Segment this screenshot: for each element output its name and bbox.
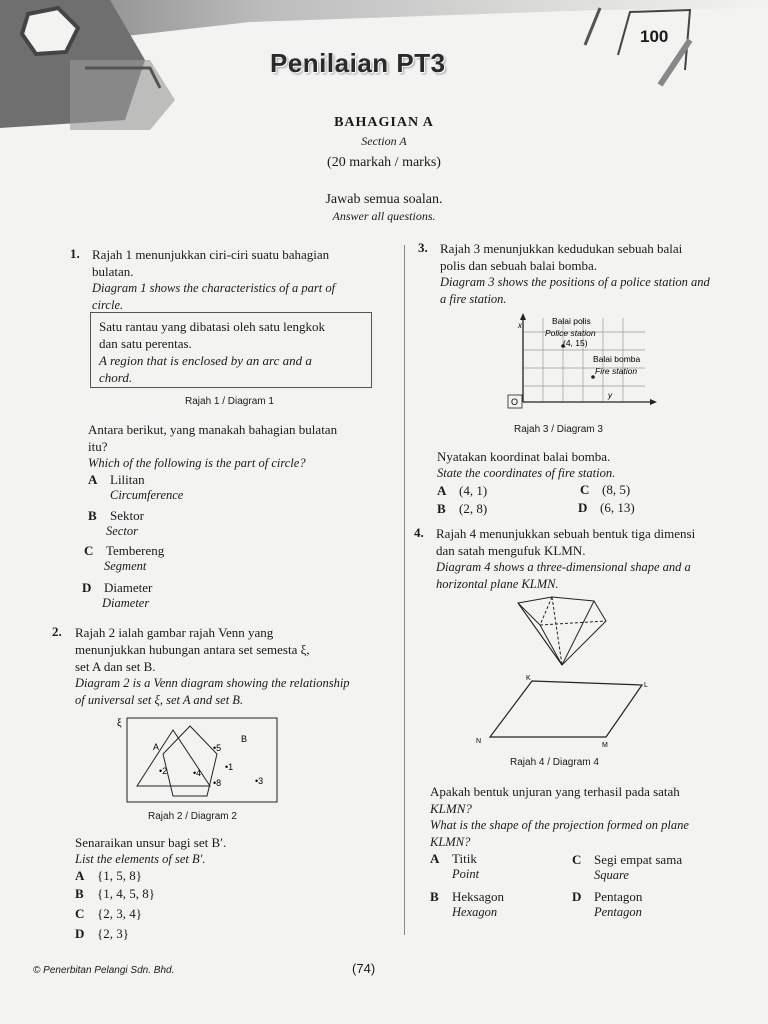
q3-option-b[interactable]: B (2, 8) bbox=[437, 501, 488, 516]
q3-option-d[interactable]: D (6, 13) bbox=[578, 500, 635, 515]
venn-label-a: A bbox=[153, 742, 160, 752]
q1-caption: Rajah 1 / Diagram 1 bbox=[185, 396, 274, 407]
q2-stem bbox=[75, 624, 375, 709]
q1-box-en2: chord. bbox=[99, 370, 133, 385]
q4-option-d[interactable]: D Pentagon Pentagon bbox=[572, 889, 643, 919]
q1-en1: Diagram 1 shows the characteristics of a part of bbox=[92, 281, 336, 295]
q2-option-b[interactable]: B {1, 4, 5, 8} bbox=[75, 886, 155, 901]
q3-ask-ms: Nyatakan koordinat balai bomba. bbox=[437, 449, 611, 464]
q3-question bbox=[437, 448, 737, 482]
publisher-credit: © Penerbitan Pelangi Sdn. Bhd. bbox=[33, 965, 175, 976]
q2-en1: Diagram 2 is a Venn diagram showing the relationship bbox=[75, 676, 350, 690]
q3-caption: Rajah 3 / Diagram 3 bbox=[514, 424, 603, 435]
venn-label-b: B bbox=[241, 734, 248, 744]
q2-line1: Rajah 2 ialah gambar rajah Venn yang bbox=[75, 625, 274, 640]
section-name-en: Section A bbox=[361, 134, 407, 148]
q4-option-a[interactable]: A Titik Point bbox=[430, 851, 480, 881]
q4-en2: horizontal plane KLMN. bbox=[436, 577, 559, 591]
q4-ask-en2: KLMN? bbox=[430, 835, 471, 849]
q1-number: 1. bbox=[70, 246, 80, 261]
q4-option-b[interactable]: B Heksagon Hexagon bbox=[430, 889, 504, 919]
page-badge: 100 bbox=[640, 27, 669, 46]
fire-label-en: Fire station bbox=[595, 366, 638, 376]
plane-n: N bbox=[476, 738, 482, 745]
fire-label-ms: Balai bomba bbox=[593, 354, 641, 364]
q1-definition-box bbox=[90, 312, 372, 388]
venn-xi: ξ bbox=[117, 718, 122, 729]
page-number: (74) bbox=[352, 961, 376, 976]
q4-stem bbox=[436, 525, 746, 593]
plane-k: K bbox=[526, 675, 531, 682]
q3-stem bbox=[440, 240, 750, 308]
venn-e2: •2 bbox=[159, 766, 168, 776]
q1-line1: Rajah 1 menunjukkan ciri-ciri suatu bahagian bbox=[92, 247, 330, 262]
q2-option-c[interactable]: C {2, 3, 4} bbox=[75, 906, 142, 921]
page-title: Penilaian PT3 bbox=[270, 48, 446, 78]
q1-ask-ms1: Antara berikut, yang manakah bahagian bulatan bbox=[88, 422, 338, 437]
venn-e1: •1 bbox=[225, 762, 234, 772]
police-label-en: Police station bbox=[545, 328, 596, 338]
q3-option-c[interactable]: C (8, 5) bbox=[580, 482, 631, 497]
pyramid-and-plane bbox=[470, 595, 660, 755]
q4-caption: Rajah 4 / Diagram 4 bbox=[510, 757, 599, 768]
q4-ask-ms2: KLMN? bbox=[430, 801, 472, 816]
q4-line2: dan satah mengufuk KLMN. bbox=[436, 543, 586, 558]
coordinate-grid bbox=[505, 310, 665, 415]
q2-ask-ms: Senaraikan unsur bagi set B′. bbox=[75, 835, 227, 850]
q3-ask-en: State the coordinates of fire station. bbox=[437, 466, 616, 480]
q2-question bbox=[75, 834, 375, 868]
q3-en2: a fire station. bbox=[440, 292, 507, 306]
q1-line2: bulatan. bbox=[92, 264, 134, 279]
q2-line3: set A dan set B. bbox=[75, 659, 156, 674]
q4-question bbox=[430, 783, 750, 851]
q1-option-d[interactable]: D Diameter Diameter bbox=[82, 580, 153, 610]
inverted-pyramid-shape bbox=[518, 597, 606, 665]
q3-line1: Rajah 3 menunjukkan kedudukan sebuah balai bbox=[440, 241, 683, 256]
q1-option-b[interactable]: B Sektor Sector bbox=[88, 508, 144, 538]
venn-e5: •5 bbox=[213, 743, 222, 753]
q1-question bbox=[88, 421, 388, 472]
q2-en2: of universal set ξ, set A and set B. bbox=[75, 693, 244, 707]
q4-line1: Rajah 4 menunjukkan sebuah bentuk tiga dimensi bbox=[436, 526, 696, 541]
plane-m: M bbox=[602, 742, 608, 749]
q1-ask-ms2: itu? bbox=[88, 439, 108, 454]
venn-e3: •3 bbox=[255, 776, 264, 786]
axis-label-x: x bbox=[518, 321, 522, 330]
q4-ask-ms1: Apakah bentuk unjuran yang terhasil pada satah bbox=[430, 784, 680, 799]
q1-option-a[interactable]: A Lilitan Circumference bbox=[88, 472, 184, 502]
q1-option-c[interactable]: C Tembereng Segment bbox=[84, 543, 165, 573]
section-name-ms: BAHAGIAN A bbox=[334, 115, 434, 130]
section-marks: (20 markah / marks) bbox=[327, 155, 441, 170]
q2-option-d[interactable]: D {2, 3} bbox=[75, 926, 129, 941]
q1-box-ms2: dan satu perentas. bbox=[99, 336, 192, 351]
police-label-ms: Balai polis bbox=[552, 316, 591, 326]
q2-option-a[interactable]: A {1, 5, 8} bbox=[75, 868, 142, 883]
q1-box-en1: A region that is enclosed by an arc and a bbox=[99, 353, 312, 368]
instruction-ms: Jawab semua soalan. bbox=[325, 192, 443, 207]
q1-box-ms1: Satu rantau yang dibatasi oleh satu lengkok bbox=[99, 319, 326, 334]
instruction-en: Answer all questions. bbox=[332, 209, 436, 223]
q2-caption: Rajah 2 / Diagram 2 bbox=[148, 811, 237, 822]
venn-e4: •4 bbox=[193, 768, 202, 778]
q4-ask-en1: What is the shape of the projection formed on plane bbox=[430, 818, 689, 832]
plane-klmn bbox=[490, 681, 642, 737]
q1-en2: circle. bbox=[92, 298, 124, 312]
q1-stem bbox=[92, 246, 382, 314]
q4-option-c[interactable]: C Segi empat sama Square bbox=[572, 852, 683, 882]
q3-en1: Diagram 3 shows the positions of a police station and bbox=[440, 275, 710, 289]
q2-line2: menunjukkan hubungan antara set semesta ξ, bbox=[75, 642, 310, 657]
q4-number: 4. bbox=[414, 525, 424, 540]
venn-diagram bbox=[115, 714, 285, 804]
q2-ask-en: List the elements of set B′. bbox=[75, 852, 206, 866]
column-divider bbox=[404, 245, 405, 935]
origin-label: O bbox=[511, 397, 519, 407]
q4-en1: Diagram 4 shows a three-dimensional shape and a bbox=[436, 560, 691, 574]
q1-ask-en: Which of the following is the part of circle? bbox=[88, 456, 306, 470]
q3-number: 3. bbox=[418, 240, 428, 255]
plane-l: L bbox=[644, 682, 648, 689]
venn-e8: •8 bbox=[213, 778, 222, 788]
police-coord: (4, 15) bbox=[563, 338, 588, 348]
q3-line2: polis dan sebuah balai bomba. bbox=[440, 258, 598, 273]
q2-number: 2. bbox=[52, 624, 62, 639]
q3-option-a[interactable]: A (4, 1) bbox=[437, 483, 488, 498]
axis-label-y: y bbox=[608, 391, 612, 400]
